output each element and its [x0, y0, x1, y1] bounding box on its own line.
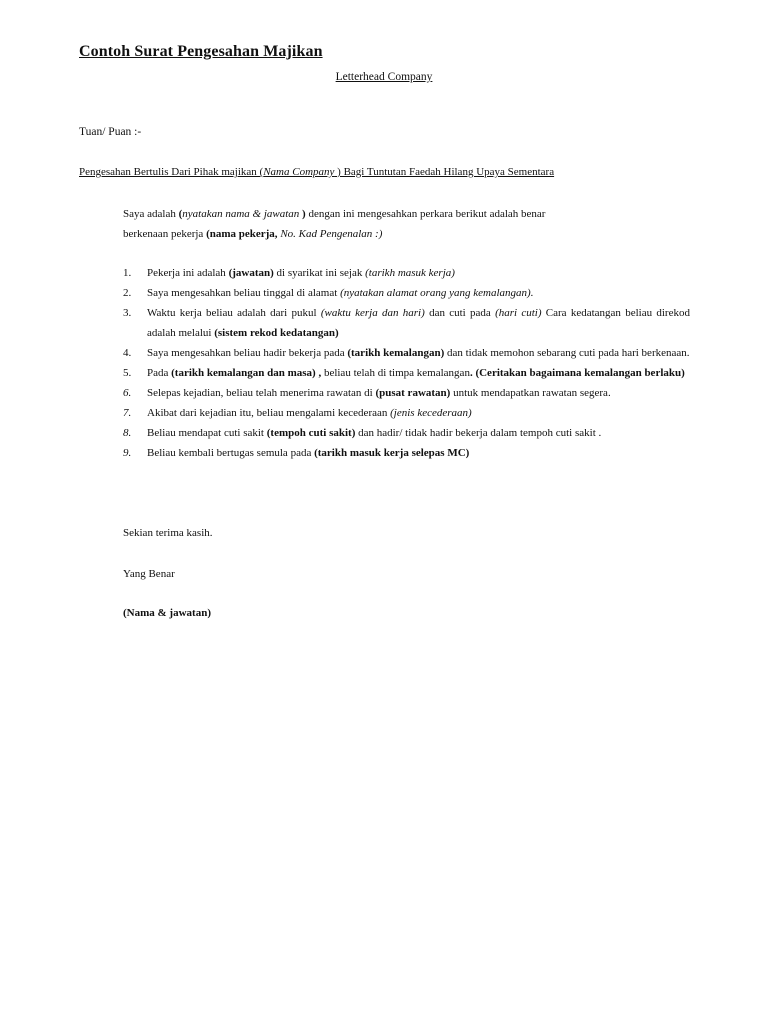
- list-item-placeholder: (tarikh kemalangan dan masa) ,: [171, 367, 322, 379]
- list-item-placeholder: (hari cuti): [495, 307, 542, 319]
- intro-text-3: nyatakan nama & jawatan: [182, 208, 300, 220]
- list-item-text: untuk mendapatkan rawatan segera.: [450, 387, 611, 399]
- list-item-7: [123, 403, 690, 423]
- list-item-text: Pekerja ini adalah: [147, 267, 229, 279]
- list-item-6: [123, 383, 690, 403]
- document-title: Contoh Surat Pengesahan Majikan: [79, 43, 323, 60]
- list-item-text: Waktu kerja beliau adalah dari pukul: [147, 307, 321, 319]
- list-item-number: 2.: [123, 287, 132, 299]
- list-item-2: [123, 283, 690, 303]
- list-item-text: di syarikat ini sejak: [273, 267, 366, 279]
- list-item-text: Akibat dari kejadian itu, beliau mengalami kecederaan: [147, 407, 391, 419]
- list-item-number: 9.: [123, 447, 132, 459]
- list-item-placeholder: . (Ceritakan bagaimana kemalangan berlaku): [469, 367, 685, 379]
- list-item-placeholder: (tempoh cuti sakit): [266, 427, 356, 439]
- list-item-4: [123, 343, 690, 363]
- signature-placeholder: (Nama & jawatan): [123, 607, 211, 619]
- subject-suffix: ) Bagi Tuntutan Faedah Hilang Upaya Sementara: [334, 166, 555, 178]
- list-item-placeholder: (sistem rekod kedatangan): [214, 327, 339, 339]
- letterhead-label: Letterhead Company: [335, 71, 433, 83]
- list-item-text: Selepas kejadian, beliau telah menerima rawatan di: [147, 387, 376, 399]
- list-item-placeholder: (waktu kerja dan hari): [320, 307, 425, 319]
- list-item-placeholder: (jawatan): [228, 267, 274, 279]
- intro-text-6: berkenaan pekerja: [123, 228, 207, 240]
- list-item-placeholder: (pusat rawatan): [375, 387, 451, 399]
- closing-line: Sekian terima kasih.: [123, 527, 213, 539]
- yang-benar-line: Yang Benar: [123, 568, 175, 580]
- list-item-placeholder: (tarikh kemalangan): [347, 347, 445, 359]
- list-item-placeholder: (jenis kecederaan): [390, 407, 472, 419]
- intro-text-4: ): [299, 208, 306, 220]
- list-item-placeholder: (nyatakan alamat orang yang kemalangan).: [340, 287, 534, 299]
- intro-text-5: dengan ini mengesahkan perkara berikut adalah benar: [305, 208, 546, 220]
- list-item-text: dan cuti pada: [424, 307, 496, 319]
- list-item-placeholder: (tarikh masuk kerja selepas MC): [314, 447, 470, 459]
- intro-text-1: Saya adalah: [123, 208, 179, 220]
- intro-text-2: (: [178, 208, 183, 220]
- subject-company: Nama Company: [263, 166, 335, 178]
- list-item-text: dan tidak memohon sebarang cuti pada hari berkenaan.: [444, 347, 690, 359]
- intro-text-7: (nama pekerja,: [206, 228, 278, 240]
- list-item-text: beliau telah di timpa kemalangan: [321, 367, 470, 379]
- list-item-number: 7.: [123, 407, 132, 419]
- list-item-9: [123, 443, 690, 463]
- list-item-text: Saya mengesahkan beliau hadir bekerja pada: [147, 347, 348, 359]
- subject-prefix: Pengesahan Bertulis Dari Pihak majikan (: [79, 166, 264, 178]
- list-item-number: 1.: [123, 267, 132, 279]
- list-item-3: [123, 303, 690, 343]
- list-item-placeholder: (tarikh masuk kerja): [365, 267, 455, 279]
- list-item-1: [123, 263, 690, 283]
- list-item-number: 4.: [123, 347, 132, 359]
- list-item-8: [123, 423, 690, 443]
- confirmation-list: [123, 263, 690, 463]
- intro-paragraph: [123, 204, 693, 244]
- list-item-number: 8.: [123, 427, 132, 439]
- list-item-text: Saya mengesahkan beliau tinggal di alamat: [147, 287, 341, 299]
- list-item-text: Beliau kembali bertugas semula pada: [147, 447, 315, 459]
- list-item-5: [123, 363, 690, 383]
- list-item-text: Cara kedatangan beliau direkod adalah melalui: [147, 307, 690, 339]
- list-item-number: 6.: [123, 387, 132, 399]
- list-item-text: Pada: [147, 367, 172, 379]
- list-item-number: 5.: [123, 367, 132, 379]
- list-item-number: 3.: [123, 307, 132, 319]
- list-item-text: dan hadir/ tidak hadir bekerja dalam tempoh cuti sakit .: [355, 427, 602, 439]
- salutation: Tuan/ Puan :-: [79, 126, 142, 138]
- subject-line: [79, 166, 554, 178]
- list-item-text: Beliau mendapat cuti sakit: [147, 427, 267, 439]
- intro-text-8: No. Kad Pengenalan :): [277, 228, 383, 240]
